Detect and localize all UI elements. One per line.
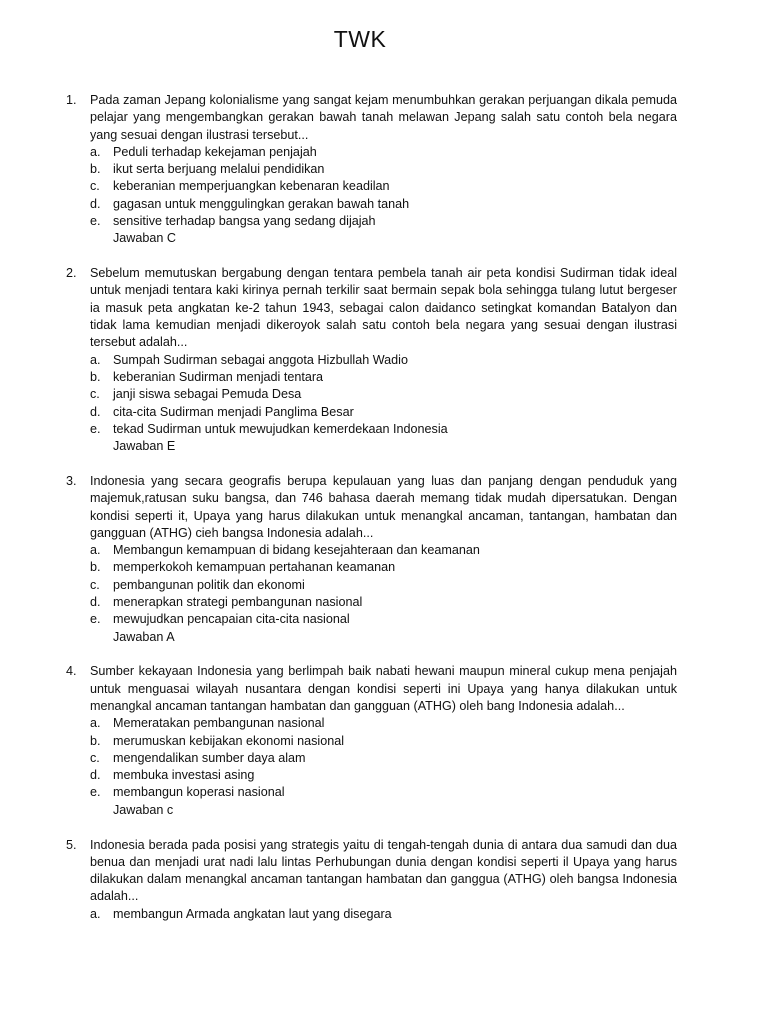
question-text: Indonesia yang secara geografis berupa kepulauan yang luas dan panjang dengan penduduk yang majemuk,ratusan suku bangsa, dan 746 bahasa daerah memang tidak mudah dipersatukan. Dengan kondisi seperti it, Upaya yang harus dilakukan untuk menangkal ancaman, tantangan, hambatan dan gangguan (ATHG) cieh bangsa Indonesia adalah... — [90, 473, 677, 540]
option-text: gagasan untuk menggulingkan gerakan bawah tanah — [113, 196, 410, 211]
question-number: 5. — [66, 837, 77, 852]
option-letter: c. — [90, 179, 100, 194]
option-e — [90, 784, 677, 801]
option-text: keberanian Sudirman menjadi tentara — [113, 369, 324, 384]
option-text: sensitive terhadap bangsa yang sedang dijajah — [113, 214, 376, 229]
option-letter: e. — [90, 785, 101, 800]
option-a — [90, 542, 677, 559]
option-letter: d. — [90, 404, 101, 419]
question-text: Sumber kekayaan Indonesia yang berlimpah baik nabati hewani maupun mineral cukup mena penjajah untuk menguasai wilayah nusantara dengan kondisi seperti ini Upaya yang hanya dilakukan untuk menangkal ancaman tantangan hambatan dan gangguan (ATHG) oleh bang Indonesia adalah... — [90, 664, 677, 713]
answer-key: Jawaban c — [113, 802, 174, 817]
option-c — [90, 386, 677, 403]
option-text: membangun Armada angkatan laut yang disegara — [113, 906, 392, 921]
option-letter: b. — [90, 560, 101, 575]
option-letter: e. — [90, 612, 101, 627]
option-text: membuka investasi asing — [113, 768, 255, 783]
option-text: mewujudkan pencapaian cita-cita nasional — [113, 612, 350, 627]
page-title: TWK — [333, 26, 387, 52]
question-text: Sebelum memutuskan bergabung dengan tentara pembela tanah air peta kondisi Sudirman tidak ideal untuk menjadi tentara kaki kirinya pernah terkilir saat bermain sepak bola sehingga tulang lutut bergeser ia masuk peta angkatan ke-2 tahun 1943, sebagai calon daidanco setingkat komandan Batalyon dan tidak lama kemudian menjadi dikeroyok salah satu contoh bela negara yang sesuai dengan ilustrasi tersebut adalah... — [90, 266, 677, 350]
option-letter: b. — [90, 369, 101, 384]
option-c — [90, 577, 677, 594]
option-d — [90, 767, 677, 784]
question-1 — [66, 92, 677, 248]
question-4 — [66, 663, 677, 819]
question-number: 4. — [66, 664, 77, 679]
option-c — [90, 750, 677, 767]
option-text: Membangun kemampuan di bidang kesejahteraan dan keamanan — [113, 543, 480, 558]
question-5 — [66, 837, 677, 923]
option-e — [90, 421, 677, 438]
option-list — [90, 352, 677, 438]
option-letter: a. — [90, 352, 101, 367]
option-letter: b. — [90, 733, 101, 748]
question-2 — [66, 265, 677, 455]
option-text: Peduli terhadap kekejaman penjajah — [113, 144, 317, 159]
answer-key: Jawaban A — [113, 629, 175, 644]
option-text: cita-cita Sudirman menjadi Panglima Besar — [113, 404, 354, 419]
option-letter: e. — [90, 214, 101, 229]
answer-key: Jawaban E — [113, 439, 176, 454]
option-text: menerapkan strategi pembangunan nasional — [113, 595, 363, 610]
option-text: Memeratakan pembangunan nasional — [113, 716, 325, 731]
option-text: keberanian memperjuangkan kebenaran keadilan — [113, 179, 390, 194]
option-text: janji siswa sebagai Pemuda Desa — [113, 387, 302, 402]
option-b — [90, 369, 677, 386]
option-b — [90, 733, 677, 750]
option-letter: c. — [90, 577, 100, 592]
question-number: 2. — [66, 266, 77, 281]
option-list — [90, 542, 677, 628]
option-letter: c. — [90, 750, 100, 765]
option-d — [90, 594, 677, 611]
option-letter: d. — [90, 768, 101, 783]
option-a — [90, 144, 677, 161]
option-a — [90, 352, 677, 369]
option-e — [90, 213, 677, 230]
option-letter: a. — [90, 144, 101, 159]
question-list — [66, 92, 677, 941]
question-number: 3. — [66, 473, 77, 488]
option-letter: e. — [90, 421, 101, 436]
option-letter: a. — [90, 543, 101, 558]
option-b — [90, 161, 677, 178]
option-list — [90, 906, 677, 923]
option-text: mengendalikan sumber daya alam — [113, 750, 306, 765]
option-a — [90, 715, 677, 732]
option-list — [90, 715, 677, 801]
option-letter: a. — [90, 906, 101, 921]
question-number: 1. — [66, 93, 77, 107]
option-text: Sumpah Sudirman sebagai anggota Hizbullah Wadio — [113, 352, 408, 367]
option-letter: b. — [90, 162, 101, 177]
option-list — [90, 144, 677, 230]
option-text: memperkokoh kemampuan pertahanan keamanan — [113, 560, 396, 575]
option-letter: d. — [90, 595, 101, 610]
option-letter: c. — [90, 387, 100, 402]
option-c — [90, 178, 677, 195]
option-letter: d. — [90, 196, 101, 211]
option-text: tekad Sudirman untuk mewujudkan kemerdekaan Indonesia — [113, 421, 448, 436]
question-text: Pada zaman Jepang kolonialisme yang sangat kejam menumbuhkan gerakan perjuangan dikala pemuda pelajar yang mengembangkan gerakan bawah tanah melawan Jepang salah satu contoh bela negara yang sesuai dengan ilustrasi tersebut... — [90, 93, 677, 142]
option-text: merumuskan kebijakan ekonomi nasional — [113, 733, 345, 748]
option-text: membangun koperasi nasional — [113, 785, 285, 800]
option-d — [90, 404, 677, 421]
option-letter: a. — [90, 716, 101, 731]
option-b — [90, 559, 677, 576]
option-d — [90, 196, 677, 213]
option-e — [90, 611, 677, 628]
answer-key: Jawaban C — [113, 231, 177, 246]
question-3 — [66, 473, 677, 646]
option-text: pembangunan politik dan ekonomi — [113, 577, 305, 592]
option-a — [90, 906, 677, 923]
question-text: Indonesia berada pada posisi yang strategis yaitu di tengah-tengah dunia di antara dua samudi dan dua benua dan menjadi urat nadi lalu lintas Perhubungan dunia dengan kondisi seperti il Upaya yang harus dilakukan dalam menangkal ancaman tantangan hambatan dan ganggua (ATHG) oleh bangsa Indonesia adalah... — [90, 837, 677, 904]
option-text: ikut serta berjuang melalui pendidikan — [113, 162, 325, 177]
